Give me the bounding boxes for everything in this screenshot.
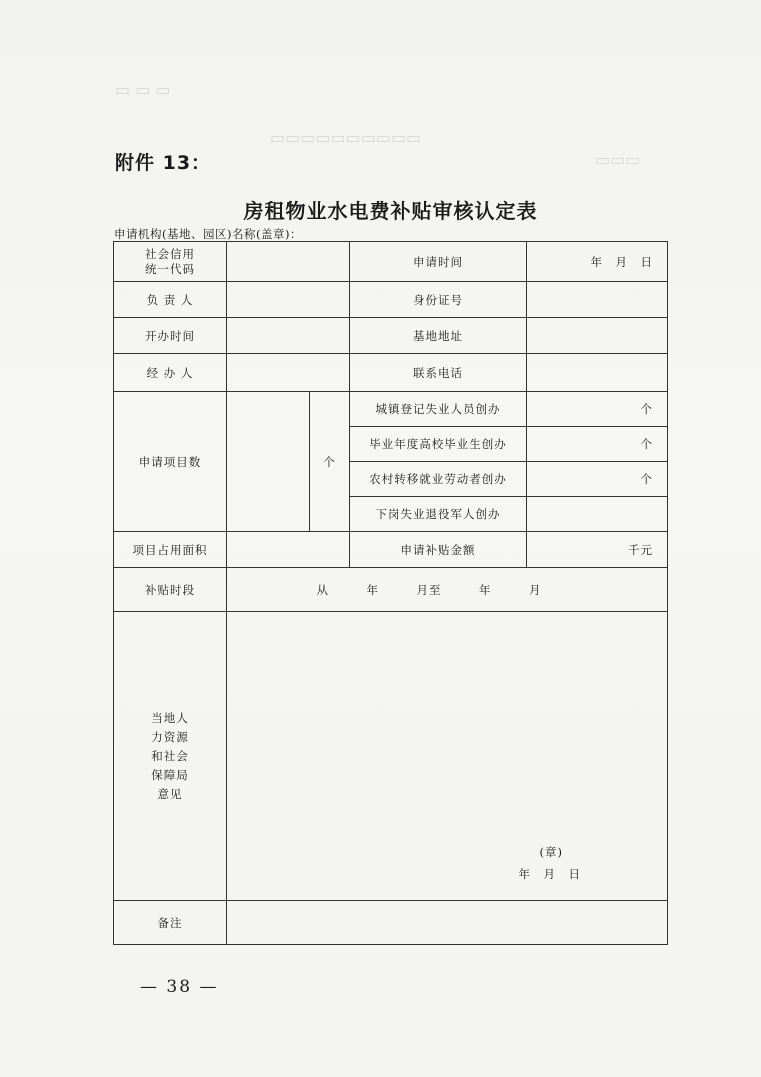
credit-code-label: 社会信用 统一代码 [114, 242, 227, 282]
bleed-through-mark: ▭▭▭ [595, 150, 641, 169]
area-label: 项目占用面积 [114, 532, 227, 568]
project-count-field[interactable] [227, 392, 310, 532]
sub-item-veterans-field[interactable] [527, 497, 668, 532]
subsidy-period-field[interactable]: 从 年 月至 年 月 [227, 568, 668, 612]
table-row [114, 901, 668, 945]
table-row [114, 532, 668, 568]
subsidy-period-label: 补贴时段 [114, 568, 227, 612]
subsidy-amount-field[interactable]: 千元 [527, 532, 668, 568]
form-title: 房租物业水电费补贴审核认定表 [243, 199, 538, 223]
sub-item-graduates-field[interactable]: 个 [527, 427, 668, 462]
subsidy-form-table [113, 241, 668, 945]
credit-code-field[interactable] [227, 242, 350, 282]
sub-item-unemployed-field[interactable]: 个 [527, 392, 668, 427]
stamp-date: 年 月 日 [518, 867, 581, 881]
start-time-field[interactable] [227, 318, 350, 354]
table-row [114, 282, 668, 318]
hr-bureau-opinion-field[interactable] [227, 612, 668, 901]
table-row [114, 392, 668, 427]
sub-item-rural-workers-field[interactable]: 个 [527, 462, 668, 497]
start-time-label: 开办时间 [114, 318, 227, 354]
bleed-through-mark: ▭ ▭ ▭ [115, 80, 171, 99]
handler-label: 经 办 人 [114, 354, 227, 392]
bleed-through-mark: ▭▭▭▭▭▭▭▭▭▭ [270, 128, 422, 147]
sub-item-rural-workers-label: 农村转移就业劳动者创办 [350, 462, 527, 497]
phone-label: 联系电话 [350, 354, 527, 392]
person-in-charge-label: 负 责 人 [114, 282, 227, 318]
applicant-name-line: 申请机构(基地、园区)名称(盖章)： [114, 227, 302, 241]
remark-field[interactable] [227, 901, 668, 945]
project-count-unit: 个 [310, 392, 350, 532]
table-row [114, 242, 668, 282]
apply-time-label: 申请时间 [350, 242, 527, 282]
hr-bureau-opinion-label: 当地人 力资源 和社会 保障局 意见 [114, 612, 227, 901]
area-field[interactable] [227, 532, 350, 568]
remark-label: 备注 [114, 901, 227, 945]
table-row [114, 612, 668, 901]
person-in-charge-field[interactable] [227, 282, 350, 318]
sub-item-unemployed-label: 城镇登记失业人员创办 [350, 392, 527, 427]
attachment-label: 附件 13： [115, 152, 212, 174]
base-address-label: 基地地址 [350, 318, 527, 354]
handler-field[interactable] [227, 354, 350, 392]
id-number-field[interactable] [527, 282, 668, 318]
page-number: — 38 — [140, 977, 219, 997]
table-row [114, 318, 668, 354]
id-number-label: 身份证号 [350, 282, 527, 318]
sub-item-graduates-label: 毕业年度高校毕业生创办 [350, 427, 527, 462]
apply-time-field[interactable]: 年 月 日 [527, 242, 668, 282]
base-address-field[interactable] [527, 318, 668, 354]
subsidy-amount-label: 申请补贴金额 [350, 532, 527, 568]
table-row [114, 568, 668, 612]
phone-field[interactable] [527, 354, 668, 392]
sub-item-veterans-label: 下岗失业退役军人创办 [350, 497, 527, 532]
project-count-label: 申请项目数 [114, 392, 227, 532]
stamp-mark: (章) [539, 845, 563, 859]
table-row [114, 354, 668, 392]
